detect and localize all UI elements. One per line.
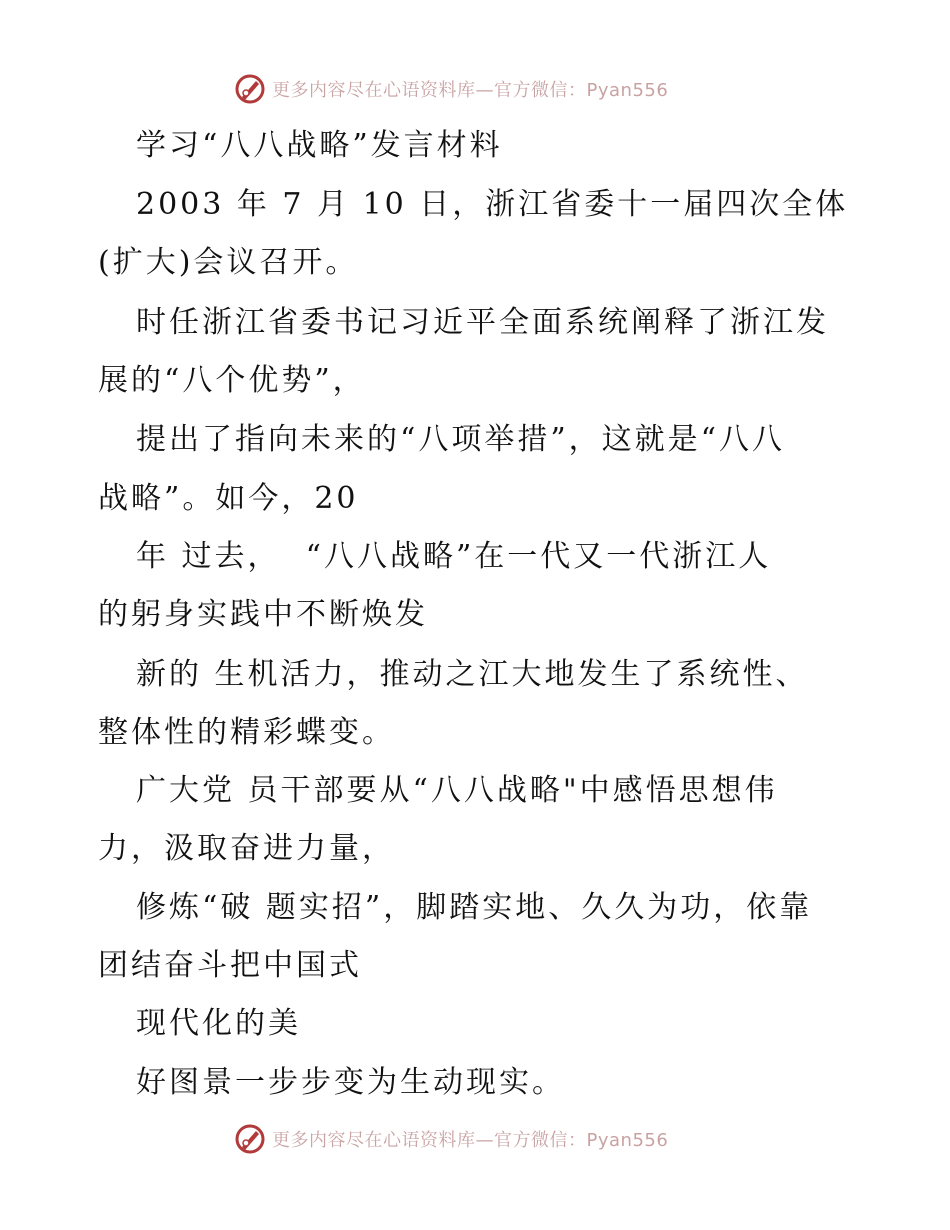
text-line: 的躬身实践中不断焕发 (98, 597, 428, 632)
watermark-text: 更多内容尽在心语资料库—官方微信：Pyan556 (272, 80, 669, 101)
pen-logo-icon (234, 73, 266, 105)
watermark-header (234, 72, 668, 106)
text-line: 展的“八个优势”， (98, 363, 366, 398)
text-line: 2003 年 7 月 10 日，浙江省委十一届四次全体 (136, 187, 849, 222)
text-line: 修炼“破 题实招”，脚踏实地、久久为功，依靠 (136, 890, 813, 925)
text-line: 新的 生机活力，推动之江大地发生了系统性、 (136, 657, 809, 692)
document-title: 学习“八八战略”发言材料 (136, 128, 503, 163)
text-line: (扩大)会议召开。 (98, 245, 359, 280)
text-line: 时任浙江省委书记习近平全面系统阐释了浙江发 (136, 305, 829, 340)
text-line: 年 过去， “八八战略”在一代又一代浙江人 (136, 539, 772, 574)
text-line: 广大党 员干部要从“八八战略"中感悟思想伟 (136, 773, 778, 808)
watermark-text: 更多内容尽在心语资料库—官方微信：Pyan556 (272, 1130, 669, 1151)
text-line: 战略”。如今，20 (98, 481, 359, 516)
text-line: 整体性的精彩蝶变。 (98, 715, 395, 750)
text-line: 力，汲取奋进力量， (98, 831, 395, 866)
watermark-footer (234, 1122, 668, 1156)
text-line: 团结奋斗把中国式 (98, 948, 362, 983)
text-line: 好图景一步步变为生动现实。 (136, 1065, 565, 1100)
text-line: 现代化的美 (136, 1006, 301, 1041)
text-line: 提出了指向未来的“八项举措”，这就是“八八 (136, 422, 786, 457)
pen-logo-icon (234, 1123, 266, 1155)
